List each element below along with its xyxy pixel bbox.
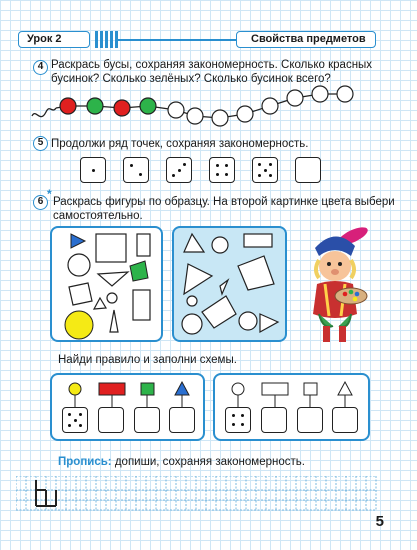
- triangle-center: [220, 280, 228, 294]
- scheme-panel-2: [213, 373, 370, 441]
- dice-pip: [269, 174, 272, 177]
- circle-top: [212, 237, 228, 253]
- blue-triangle: [71, 234, 85, 248]
- green-square: [130, 261, 148, 281]
- header-divider: [118, 39, 236, 41]
- bead-3: [114, 100, 130, 116]
- dice-box-1: [80, 157, 106, 183]
- scheme2-slot-4[interactable]: [332, 407, 358, 433]
- white-triangle: [98, 272, 128, 286]
- bead-2: [87, 98, 103, 114]
- dice-pip: [68, 424, 71, 427]
- scheme2-square: [304, 383, 317, 395]
- task4-text-line2: бусинок? Сколько зелёных? Сколько бусинок всего?: [51, 73, 331, 85]
- rect-top-right: [244, 234, 272, 247]
- scheme1-slot-2[interactable]: [98, 407, 124, 433]
- yellow-circle: [65, 311, 93, 339]
- white-circle: [68, 254, 90, 276]
- task6-text-line2: самостоятельно.: [53, 210, 143, 222]
- white-triangle-tall: [110, 310, 118, 332]
- white-triangle-small: [94, 298, 106, 309]
- task5-text: Продолжи ряд точек, сохраняя закономерность.: [51, 138, 309, 150]
- dice-pip: [241, 423, 244, 426]
- white-circle-small: [107, 293, 117, 303]
- triangle-mid-left: [184, 264, 212, 294]
- circle-small-left: [187, 296, 197, 306]
- dice-pip: [92, 169, 95, 172]
- dice-pip: [172, 174, 175, 177]
- dice-pip: [225, 173, 228, 176]
- header-stripes: [95, 31, 118, 48]
- bead-string: [30, 84, 370, 134]
- bead-6[interactable]: [187, 108, 203, 124]
- task6-text: [53, 195, 395, 223]
- scheme2-slot-3[interactable]: [297, 407, 323, 433]
- task6-number: 6: [33, 195, 48, 210]
- task4-text: [51, 58, 372, 86]
- scheme1-blue-triangle: [175, 382, 189, 395]
- lesson-tab: [18, 31, 90, 48]
- scheme2-rect: [262, 383, 288, 395]
- bead-1: [60, 98, 76, 114]
- white-square-tilted: [69, 283, 92, 305]
- dice-pip: [232, 414, 235, 417]
- scheme2-slot-2[interactable]: [261, 407, 287, 433]
- dice-box-4: [209, 157, 235, 183]
- dice-box-3: [166, 157, 192, 183]
- scheme2-circle: [232, 383, 244, 395]
- lesson-label: Урок 2: [27, 33, 62, 45]
- bead-8[interactable]: [237, 106, 253, 122]
- dice-pip: [258, 174, 261, 177]
- dice-pip: [130, 164, 133, 167]
- dice-pip: [183, 163, 186, 166]
- dice-pip: [225, 164, 228, 167]
- circle-bottom-center: [239, 312, 257, 330]
- scheme1-yellow-circle: [69, 383, 81, 395]
- dice-pip: [216, 173, 219, 176]
- rule-text: Найди правило и заполни схемы.: [58, 354, 237, 366]
- white-rect-tall: [133, 290, 150, 320]
- boy-character-illustration: [293, 226, 377, 346]
- bead-5[interactable]: [168, 102, 184, 118]
- task6-text-line1: Раскрась фигуры по образцу. На второй картинке цвета выбери: [53, 196, 395, 208]
- square-mid-right: [238, 256, 274, 290]
- empty-dice-box[interactable]: [295, 157, 321, 183]
- dice-pip: [79, 424, 82, 427]
- dice-pip: [269, 163, 272, 166]
- circle-bottom-left: [182, 314, 202, 334]
- scheme2-triangle: [338, 382, 352, 395]
- dice-pip: [139, 173, 142, 176]
- propis-text: допиши, сохраняя закономерность.: [111, 456, 305, 468]
- task4-text-line1: Раскрась бусы, сохраняя закономерность. Сколько красных: [51, 59, 373, 71]
- task4-number: 4: [33, 60, 48, 75]
- dice-pip: [68, 413, 71, 416]
- task5-number: 5: [33, 136, 48, 151]
- triangle-top: [184, 234, 204, 252]
- topic-label: Свойства предметов: [251, 33, 366, 45]
- bead-10[interactable]: [287, 90, 303, 106]
- scheme2-dice-slot: [225, 407, 251, 433]
- rect-center-tilted: [202, 296, 236, 328]
- bead-12[interactable]: [337, 86, 353, 102]
- topic-tab: [236, 31, 376, 48]
- handwriting-practice-grid[interactable]: [16, 476, 386, 512]
- bead-4: [140, 98, 156, 114]
- scheme1-red-rect: [99, 383, 125, 395]
- white-rect-small: [137, 234, 150, 256]
- bead-7[interactable]: [212, 110, 228, 126]
- dice-pip: [216, 164, 219, 167]
- triangle-bottom-right: [260, 314, 278, 332]
- dice-box-2: [123, 157, 149, 183]
- bead-11[interactable]: [312, 86, 328, 102]
- dice-pip: [74, 419, 77, 422]
- dice-pip: [264, 169, 267, 172]
- scheme-panel-1: [50, 373, 205, 441]
- scheme1-slot-4[interactable]: [169, 407, 195, 433]
- scheme1-slot-3[interactable]: [134, 407, 160, 433]
- propis-label: Пропись:: [58, 456, 112, 468]
- free-shapes-panel: [172, 226, 287, 342]
- dice-pip: [178, 169, 181, 172]
- scheme1-green-square: [141, 383, 154, 395]
- dice-pip: [258, 163, 261, 166]
- propis-instruction: [58, 455, 305, 469]
- task6-star: *: [47, 187, 52, 201]
- bead-9[interactable]: [262, 98, 278, 114]
- sample-shapes-panel: [50, 226, 163, 342]
- dice-pip: [241, 414, 244, 417]
- dice-pip: [232, 423, 235, 426]
- white-square-large: [96, 234, 126, 262]
- dice-box-5: [252, 157, 278, 183]
- page-number: 5: [375, 513, 384, 530]
- dice-pip: [79, 413, 82, 416]
- scheme1-dice-slot: [62, 407, 88, 433]
